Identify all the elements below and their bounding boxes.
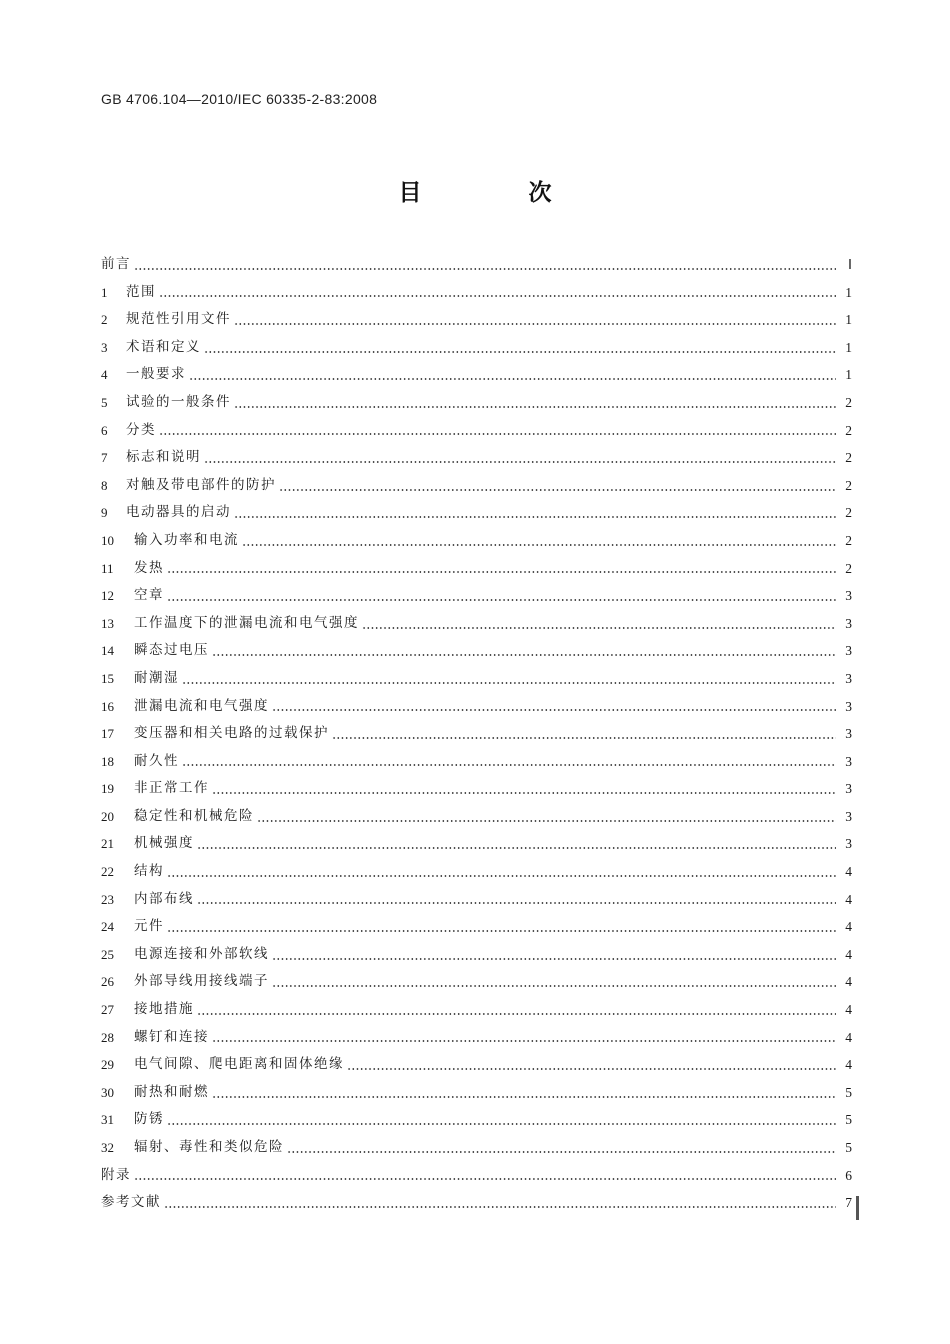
toc-dot-leader [242,544,836,546]
toc-entry-page: 2 [845,422,852,438]
toc-dot-leader [159,433,836,435]
toc-entry-number: 18 [101,753,114,769]
toc-entry[interactable] [101,665,852,693]
toc-entry-label: 螺钉和连接 [134,1028,209,1045]
toc-entry-page: 2 [845,450,852,466]
toc-dot-leader [197,847,836,849]
toc-dot-leader [167,1123,836,1125]
toc-entry-label: 变压器和相关电路的过载保护 [134,725,329,742]
toc-dot-leader [272,709,836,711]
toc-entry-page: 4 [845,1057,852,1073]
toc-entry[interactable] [101,1134,852,1162]
toc-entry-page: 3 [845,726,852,742]
toc-entry-number: 2 [101,312,108,328]
toc-entry-label: 瞬态过电压 [134,642,209,659]
toc-entry-number: 32 [101,1140,114,1155]
toc-entry-label: 前言 [101,256,131,272]
standard-number-header: GB 4706.104—2010/IEC 60335-2-83:2008 [101,91,378,107]
toc-entry-number: 23 [101,891,114,907]
toc-entry-page: 4 [845,946,852,962]
toc-entry-number: 4 [101,367,108,383]
toc-entry-number: 5 [101,394,108,410]
toc-entry[interactable] [101,1162,852,1190]
toc-entry-page: 4 [845,864,852,880]
toc-entry-label: 机械强度 [134,835,194,852]
toc-dot-leader [234,323,836,325]
toc-entry-page: 4 [845,919,852,935]
toc-dot-leader [197,902,836,904]
toc-dot-leader [204,461,836,463]
toc-entry-page: 3 [845,615,852,631]
toc-dot-leader [182,764,836,766]
toc-dot-leader [272,958,836,960]
toc-entry-label: 电动器具的启动 [126,504,231,521]
toc-dot-leader [287,1151,836,1153]
page-title: 目 次 [398,180,594,206]
toc-entry-page: 3 [845,781,852,797]
toc-dot-leader [167,599,836,601]
toc-entry[interactable] [101,637,852,665]
toc-entry-label: 试验的一般条件 [126,393,231,410]
toc-entry[interactable] [101,361,852,389]
toc-entry-page: 2 [845,394,852,410]
toc-entry[interactable] [101,913,852,941]
toc-entry-label: 输入功率和电流 [134,531,239,548]
toc-entry-label: 参考文献 [101,1194,161,1211]
toc-entry[interactable] [101,748,852,776]
toc-entry[interactable] [101,582,852,610]
toc-entry[interactable] [101,996,852,1024]
toc-entry[interactable] [101,444,852,472]
toc-entry-number: 22 [101,864,114,880]
toc-entry[interactable] [101,1189,852,1217]
toc-entry-page: 1 [845,312,852,328]
toc-entry-label: 范围 [126,283,156,300]
toc-entry-number: 10 [101,532,114,548]
toc-entry-page: 1 [845,367,852,383]
toc-entry-page: 1 [845,339,852,355]
toc-entry-label: 非正常工作 [134,780,209,797]
toc-entry[interactable] [101,803,852,831]
toc-entry-page: 3 [845,643,852,659]
toc-dot-leader [257,820,836,822]
toc-entry[interactable] [101,720,852,748]
toc-entry-page: 2 [845,532,852,548]
toc-entry[interactable] [101,968,852,996]
toc-entry-number: 20 [101,808,114,824]
toc-entry-number: 30 [101,1084,114,1100]
toc-entry-number: 19 [101,781,114,797]
toc-entry[interactable] [101,527,852,555]
toc-entry-number: 9 [101,505,108,521]
toc-entry-number: 24 [101,919,114,935]
toc-entry-label: 标志和说明 [126,449,201,466]
page-edge-marker [856,1196,859,1220]
toc-dot-leader [272,985,836,987]
toc-entry[interactable] [101,775,852,803]
toc-entry-page: 4 [845,1029,852,1045]
toc-dot-leader [212,1040,836,1042]
toc-entry[interactable] [101,472,852,500]
toc-entry[interactable] [101,499,852,527]
toc-entry[interactable] [101,251,852,279]
toc-entry-number: 3 [101,339,108,355]
toc-entry-label: 工作温度下的泄漏电流和电气强度 [134,614,359,631]
toc-entry-number: 12 [101,588,114,604]
toc-entry-label: 泄漏电流和电气强度 [134,697,269,714]
toc-entry[interactable] [101,417,852,445]
toc-entry-page: 4 [845,974,852,990]
toc-dot-leader [134,268,836,270]
toc-entry-label: 规范性引用文件 [126,311,231,328]
toc-entry-number: 15 [101,670,114,686]
toc-entry-page: 5 [845,1112,852,1128]
toc-entry[interactable] [101,334,852,362]
toc-dot-leader [167,875,836,877]
toc-entry-label: 防锈 [134,1111,164,1128]
toc-entry[interactable] [101,306,852,334]
toc-dot-leader [347,1068,836,1070]
toc-entry-page: 5 [845,1084,852,1100]
toc-entry-number: 28 [101,1029,114,1045]
toc-entry-page: 7 [845,1195,852,1211]
toc-dot-leader [279,489,836,491]
toc-entry[interactable] [101,279,852,307]
toc-entry[interactable] [101,830,852,858]
toc-dot-leader [159,295,836,297]
toc-entry[interactable] [101,1079,852,1107]
toc-entry-label: 结构 [134,863,164,880]
toc-entry-label: 术语和定义 [126,338,201,355]
toc-entry[interactable] [101,1106,852,1134]
toc-entry[interactable] [101,1024,852,1052]
toc-entry-label: 耐久性 [134,752,179,769]
toc-entry-page: 4 [845,891,852,907]
toc-entry-label: 分类 [126,421,156,438]
toc-dot-leader [167,930,836,932]
toc-dot-leader [197,1013,836,1015]
toc-entry-number: 6 [101,422,108,438]
toc-entry-page: 4 [845,1002,852,1018]
toc-entry[interactable] [101,1051,852,1079]
toc-entry-page: 3 [845,588,852,604]
toc-entry-number: 11 [101,560,114,576]
toc-entry-page: 2 [845,505,852,521]
toc-entry-number: 16 [101,698,114,714]
toc-entry[interactable] [101,555,852,583]
toc-dot-leader [212,792,836,794]
toc-entry-page: 6 [845,1167,852,1183]
toc-entry-page: 3 [845,670,852,686]
toc-entry-label: 发热 [134,559,164,576]
table-of-contents [101,251,852,1217]
toc-entry-number: 17 [101,726,114,742]
toc-entry-page: 3 [845,753,852,769]
toc-entry[interactable] [101,941,852,969]
toc-entry-page: Ⅰ [848,257,852,272]
toc-entry-label: 空章 [134,587,164,604]
toc-dot-leader [212,654,836,656]
toc-entry-number: 13 [101,615,114,631]
toc-dot-leader [332,737,836,739]
toc-entry-number: 21 [101,836,114,852]
toc-entry[interactable] [101,389,852,417]
toc-entry[interactable] [101,693,852,721]
toc-entry-number: 25 [101,946,114,962]
toc-entry-label: 内部布线 [134,890,194,907]
toc-dot-leader [164,1206,836,1208]
toc-entry-label: 一般要求 [126,366,186,383]
toc-entry-page: 5 [845,1140,852,1155]
toc-entry-label: 附录 [101,1166,131,1183]
toc-entry-label: 耐热和耐燃 [134,1083,209,1100]
toc-entry-label: 外部导线用接线端子 [134,973,269,990]
toc-entry-page: 3 [845,836,852,852]
toc-entry-page: 2 [845,560,852,576]
toc-entry-number: 26 [101,974,114,990]
toc-entry-label: 稳定性和机械危险 [134,807,254,824]
toc-entry-number: 1 [101,284,108,300]
toc-entry-label: 对触及带电部件的防护 [126,476,276,493]
toc-entry-label: 辐射、毒性和类似危险 [134,1139,284,1155]
toc-entry-label: 电源连接和外部软线 [134,945,269,962]
toc-entry-label: 电气间隙、爬电距离和固体绝缘 [134,1056,344,1073]
toc-dot-leader [189,378,836,380]
toc-entry[interactable] [101,858,852,886]
toc-entry-number: 31 [101,1112,114,1128]
toc-entry-number: 8 [101,477,108,493]
toc-entry[interactable] [101,886,852,914]
toc-entry-label: 接地措施 [134,1001,194,1018]
toc-dot-leader [134,1178,836,1180]
toc-dot-leader [234,406,836,408]
toc-dot-leader [182,682,836,684]
toc-entry-page: 2 [845,477,852,493]
toc-entry-number: 7 [101,450,108,466]
toc-dot-leader [212,1096,836,1098]
toc-entry[interactable] [101,610,852,638]
toc-dot-leader [234,516,836,518]
toc-entry-label: 耐潮湿 [134,669,179,686]
toc-entry-number: 14 [101,643,114,659]
toc-dot-leader [167,571,836,573]
toc-entry-page: 3 [845,808,852,824]
toc-dot-leader [204,351,836,353]
toc-entry-page: 1 [845,284,852,300]
toc-entry-number: 27 [101,1002,114,1018]
toc-entry-label: 元件 [134,918,164,935]
toc-entry-number: 29 [101,1057,114,1073]
toc-dot-leader [362,627,836,629]
toc-entry-page: 3 [845,698,852,714]
